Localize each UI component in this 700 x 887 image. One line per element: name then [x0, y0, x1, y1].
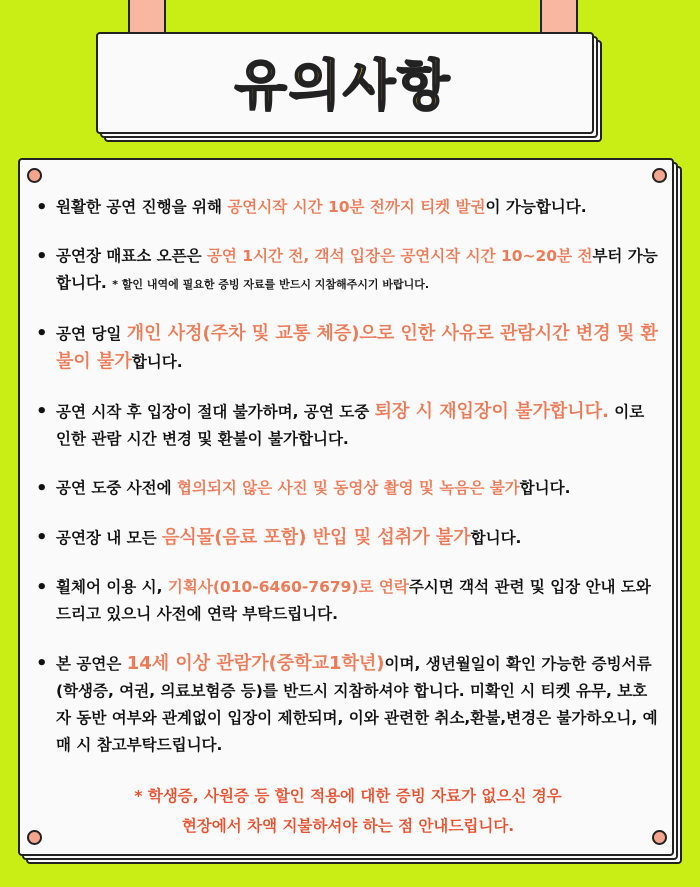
notice-item: [34, 243, 662, 298]
pin-top-left: [27, 168, 42, 183]
notice-item: [34, 574, 662, 628]
footer-notice: [34, 781, 662, 841]
highlight-text: 협의되지 않은 사진 및 동영상 촬영 및 녹음은 불가: [177, 479, 520, 497]
bullet-icon: •: [36, 401, 48, 422]
pin-top-right: [652, 168, 667, 183]
page-title: 유의사항: [234, 53, 452, 117]
highlight-text: 공연시작 시간 10분 전까지 티켓 발권: [227, 198, 486, 216]
notice-text: 부터 가능합니다.: [56, 247, 658, 292]
notice-item: [34, 320, 662, 376]
notice-text: 이 가능합니다.: [485, 198, 587, 216]
highlight-text: 퇴장 시 재입장이 불가합니다.: [374, 401, 609, 422]
notice-text: 합니다.: [519, 479, 571, 497]
notice-text: 원활한 공연 진행을 위해: [56, 198, 228, 216]
bullet-icon: •: [36, 197, 48, 218]
bullet-icon: •: [36, 653, 48, 674]
notice-text: 본 공연은: [56, 655, 127, 673]
notice-text: 주시면 객석 관련 및 입장 안내 도와드리고 있으니 사전에 연락 부탁드립니다.: [56, 578, 651, 623]
notice-text: 공연 당일: [56, 325, 127, 343]
notice-item: [34, 398, 662, 453]
footer-line-2: 현장에서 차액 지불하셔야 하는 점 안내드립니다.: [181, 817, 515, 835]
highlight-text: 개인 사정(주차 및 교통 체증)으로 인한 사유로 관람시간 변경 및 환불이 불가: [56, 323, 658, 372]
notice-text: 휠체어 이용 시,: [56, 578, 168, 596]
notice-text: 합니다.: [470, 529, 522, 547]
highlight-text: 공연 1시간 전, 객석 입장은 공연시작 시간 10~20분 전: [206, 247, 593, 265]
highlight-text: * 할인 내역에 필요한 증빙 자료를 반드시 지참해주시기 바랍니다.: [112, 278, 430, 291]
notice-text: 공연장 매표소 오픈은: [56, 247, 207, 265]
notice-item: [34, 475, 662, 502]
notice-item: [34, 650, 662, 759]
bullet-icon: •: [36, 527, 48, 548]
bullet-icon: •: [36, 323, 48, 344]
highlight-text: 음식물(음료 포함) 반입 및 섭취가 불가: [162, 527, 471, 548]
notice-text: 공연 도중 사전에: [56, 479, 178, 497]
notice-text: 이며, 생년월일이 확인 가능한 증빙서류(학생증, 여권, 의료보험증 등)를 반드시 지참하셔야 합니다. 미확인 시 티켓 유무, 보호자 동반 여부와 관계없이 입장이 제한되며, 이와 관련한 취소,환불,변경은 불가하오니, 예매 시 참고부탁드립니다.: [56, 655, 658, 754]
bullet-icon: •: [36, 246, 48, 267]
notice-board: [18, 158, 674, 856]
notice-item: [34, 524, 662, 552]
notice-list: [34, 194, 662, 841]
notice-text: 공연 시작 후 입장이 절대 불가하며, 공연 도중: [56, 403, 375, 421]
highlight-text: 14세 이상 관람가(중학교1학년): [126, 653, 385, 674]
notice-text: 공연장 내 모든: [56, 529, 163, 547]
notice-item: [34, 194, 662, 221]
bullet-icon: •: [36, 577, 48, 598]
title-card: [96, 32, 590, 130]
highlight-text: 기획사(010-6460-7679)로 연락: [167, 578, 409, 596]
bullet-icon: •: [36, 478, 48, 499]
notice-text: 합니다.: [131, 353, 183, 371]
notice-text: 이로 인한 관람 시간 변경 및 환불이 불가합니다.: [56, 403, 645, 448]
footer-line-1: * 학생증, 사원증 등 할인 적용에 대한 증빙 자료가 없으신 경우: [134, 787, 562, 805]
